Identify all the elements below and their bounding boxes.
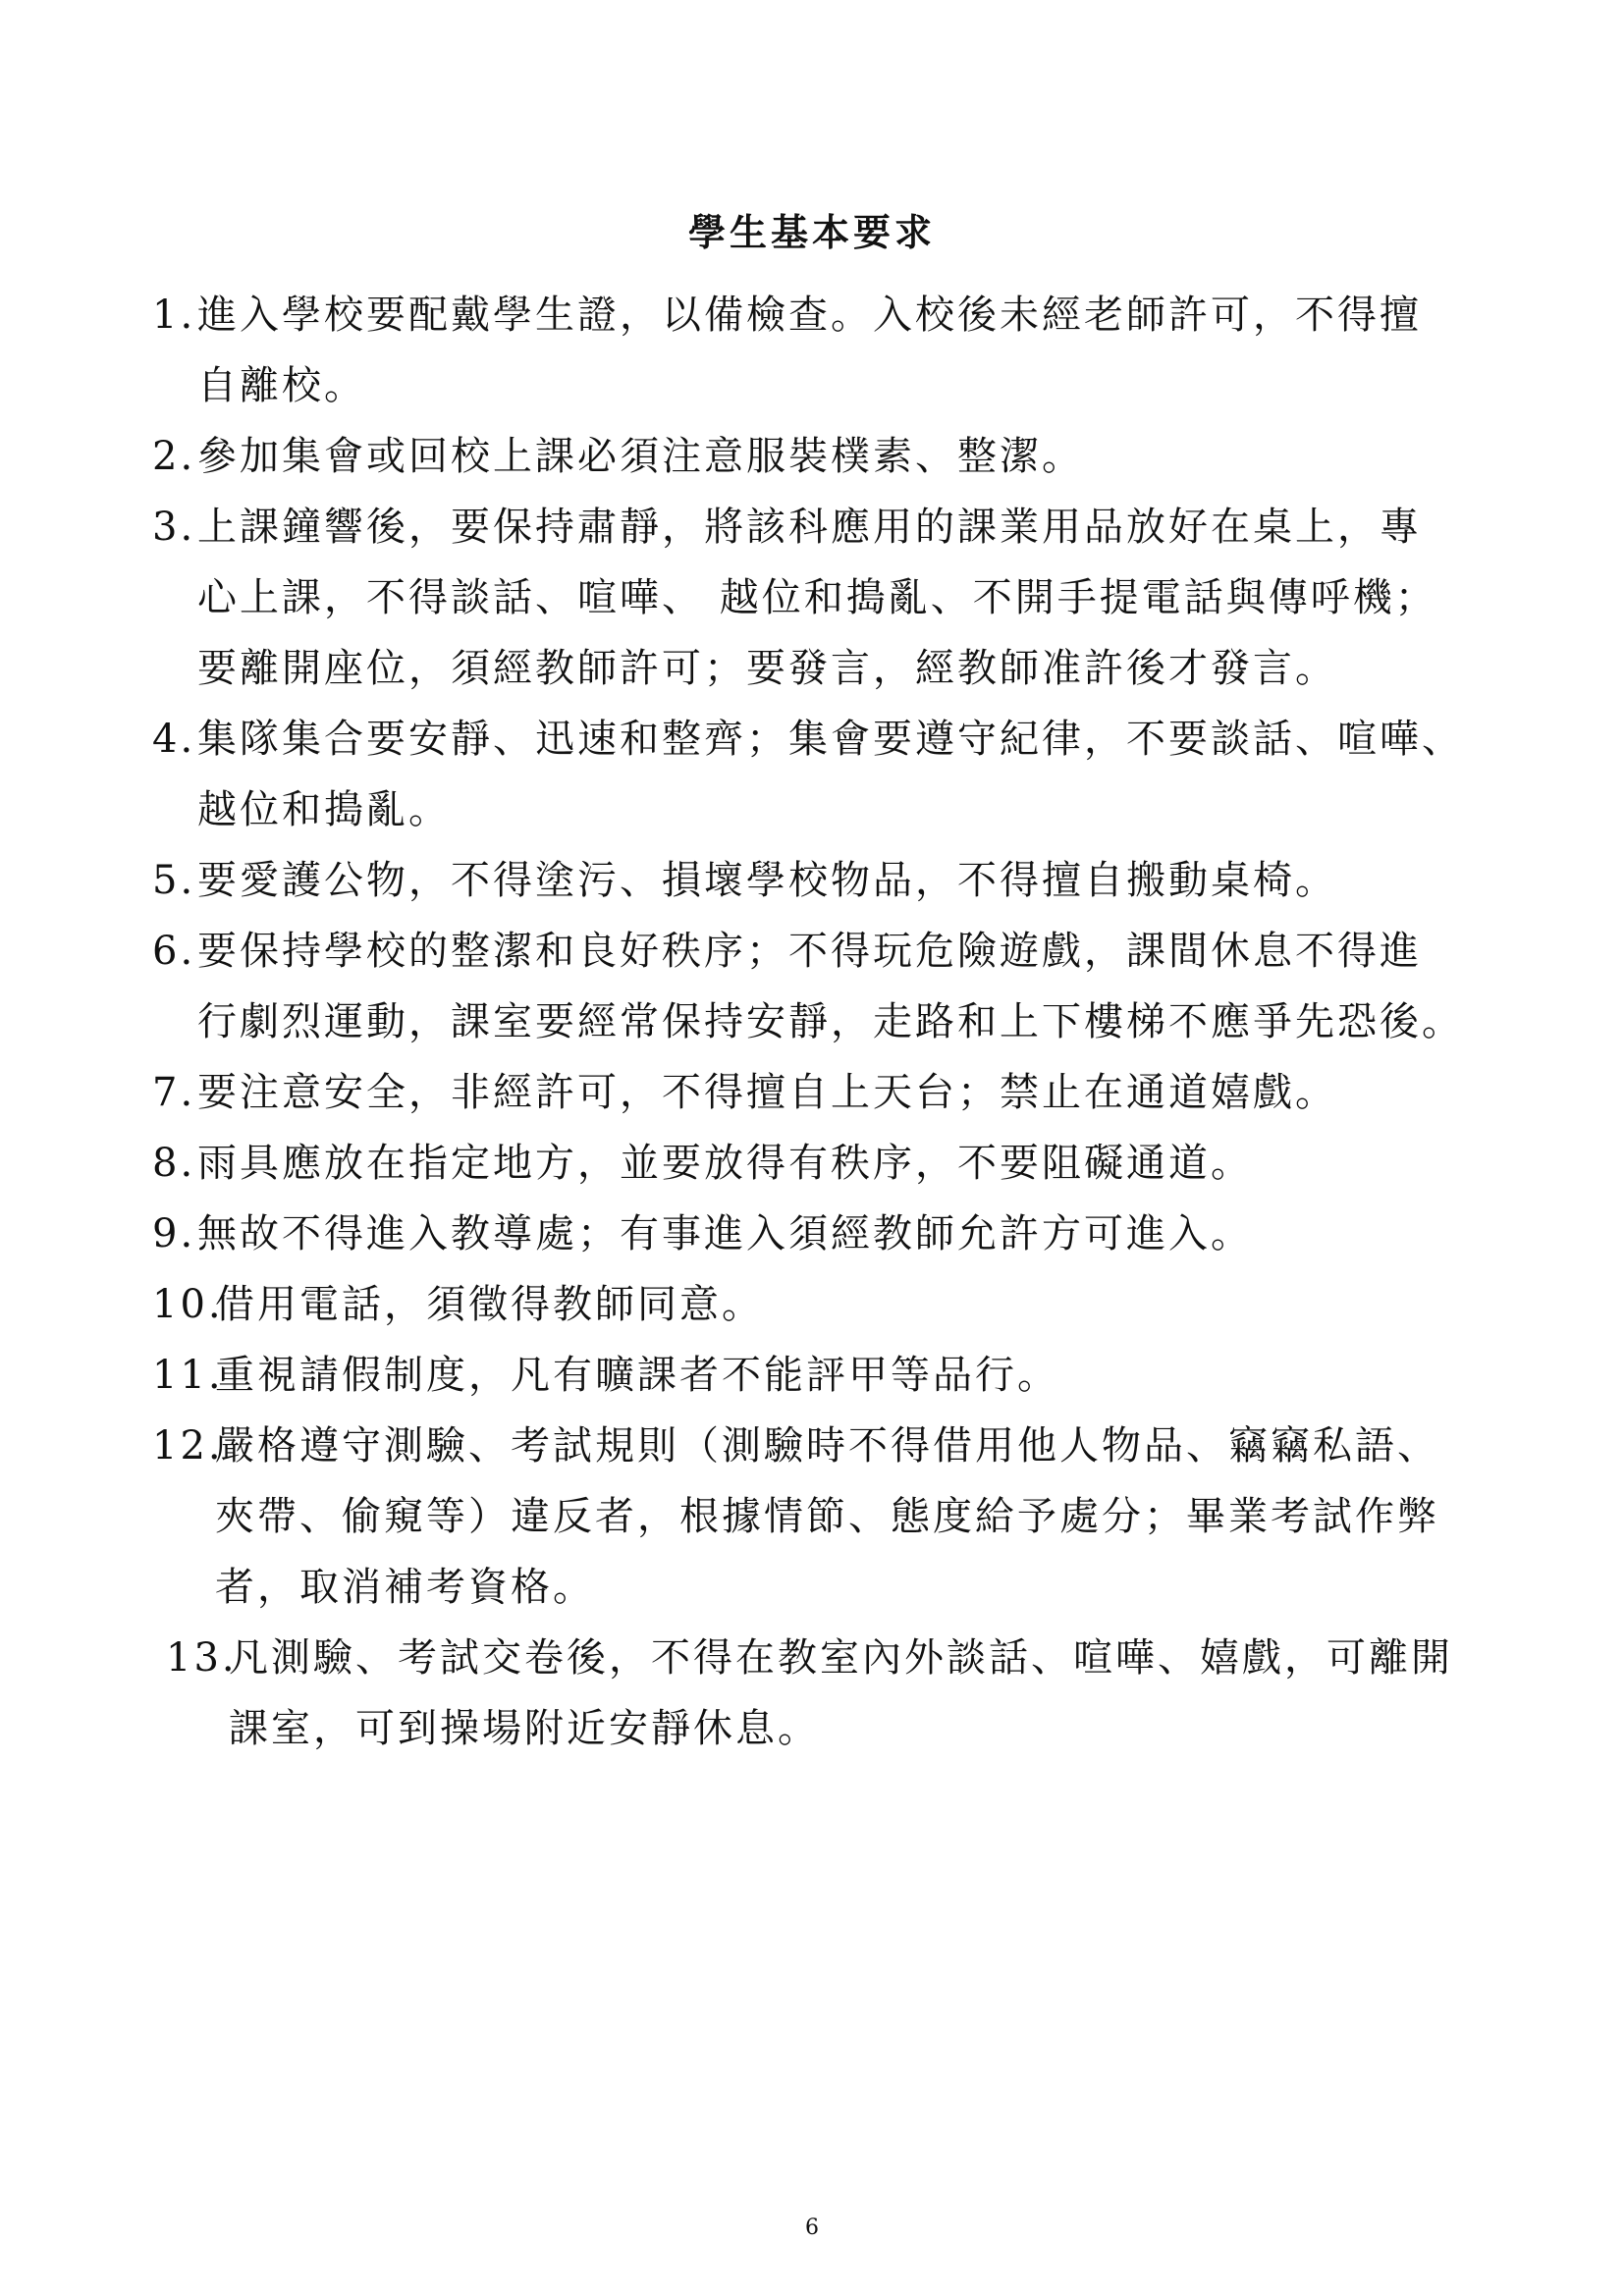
- rule-text-line: 要愛護公物，不得塗污、損壞學校物品，不得擅自搬動桌椅。: [197, 858, 1337, 903]
- rule-number: 4.: [152, 717, 196, 762]
- rule-item-1: [152, 280, 1488, 421]
- rule-number: 7.: [152, 1070, 196, 1115]
- rule-item-13: [152, 1623, 1488, 1764]
- rule-number: 12.: [152, 1423, 224, 1468]
- rule-text-line: 上課鐘響後，要保持肅靜，將該科應用的課業用品放好在桌上，專: [197, 505, 1422, 550]
- rule-item-12: [152, 1411, 1488, 1623]
- rule-text-line: 嚴格遵守測驗、考試規則（測驗時不得借用他人物品、竊竊私語、: [215, 1423, 1439, 1468]
- rule-text-line: 越位和搗亂。: [197, 787, 451, 832]
- rule-number: 6.: [152, 929, 196, 974]
- rule-text-line: 要離開座位，須經教師許可；要發言，經教師准許後才發言。: [197, 646, 1337, 691]
- rule-item-4: [152, 704, 1488, 845]
- rule-number: 13.: [166, 1635, 238, 1681]
- rule-number: 9.: [152, 1211, 196, 1256]
- rule-text-line: 參加集會或回校上課必須注意服裝樸素、整潔。: [197, 434, 1084, 479]
- rule-number: 1.: [152, 293, 196, 338]
- rule-item-2: [152, 421, 1488, 492]
- rule-text-line: 心上課，不得談話、喧嘩、 越位和搗亂、不開手提電話與傳呼機；: [197, 575, 1437, 620]
- rule-item-9: [152, 1199, 1488, 1269]
- rule-text-line: 無故不得進入教導處；有事進入須經教師允許方可進入。: [197, 1211, 1253, 1256]
- rule-text-line: 重視請假制度，凡有曠課者不能評甲等品行。: [215, 1353, 1059, 1398]
- rule-text-line: 者，取消補考資格。: [215, 1565, 595, 1610]
- rule-text-line: 要注意安全，非經許可，不得擅自上天台；禁止在通道嬉戲。: [197, 1070, 1337, 1115]
- rule-text-line: 夾帶、偷窺等）違反者，根據情節、態度給予處分；畢業考試作弊: [215, 1494, 1439, 1539]
- rule-text-line: 凡測驗、考試交卷後，不得在教室內外談話、喧嘩、嬉戲，可離開: [229, 1635, 1453, 1681]
- rule-text-line: 進入學校要配戴學生證，以備檢查。入校後未經老師許可，不得擅: [197, 293, 1422, 338]
- rule-text-line: 借用電話，須徵得教師同意。: [215, 1282, 764, 1327]
- rule-text-line: 課室，可到操場附近安靜休息。: [229, 1706, 820, 1751]
- rule-text-line: 行劇烈運動，課室要經常保持安靜，走路和上下樓梯不應爭先恐後。: [197, 999, 1464, 1044]
- rule-number: 11.: [152, 1353, 224, 1398]
- rules-list: [152, 280, 1488, 1764]
- rule-text-line: 自離校。: [197, 363, 366, 408]
- rule-number: 3.: [152, 505, 196, 550]
- page-title: 學生基本要求: [687, 210, 936, 254]
- rule-text-line: 雨具應放在指定地方，並要放得有秩序，不要阻礙通道。: [197, 1141, 1253, 1186]
- rule-item-3: [152, 492, 1488, 704]
- rule-text-line: 要保持學校的整潔和良好秩序；不得玩危險遊戲，課間休息不得進: [197, 929, 1422, 974]
- rule-number: 5.: [152, 858, 196, 903]
- rule-item-7: [152, 1057, 1488, 1128]
- rule-number: 2.: [152, 434, 196, 479]
- rule-number: 8.: [152, 1141, 196, 1186]
- rule-item-11: [152, 1340, 1488, 1411]
- rule-item-6: [152, 916, 1488, 1057]
- rule-number: 10.: [152, 1282, 224, 1327]
- page-number: 6: [805, 2216, 819, 2240]
- rule-text-line: 集隊集合要安靜、迅速和整齊；集會要遵守紀律，不要談話、喧嘩、: [197, 717, 1464, 762]
- rule-item-5: [152, 845, 1488, 916]
- rule-item-10: [152, 1269, 1488, 1340]
- rule-item-8: [152, 1128, 1488, 1199]
